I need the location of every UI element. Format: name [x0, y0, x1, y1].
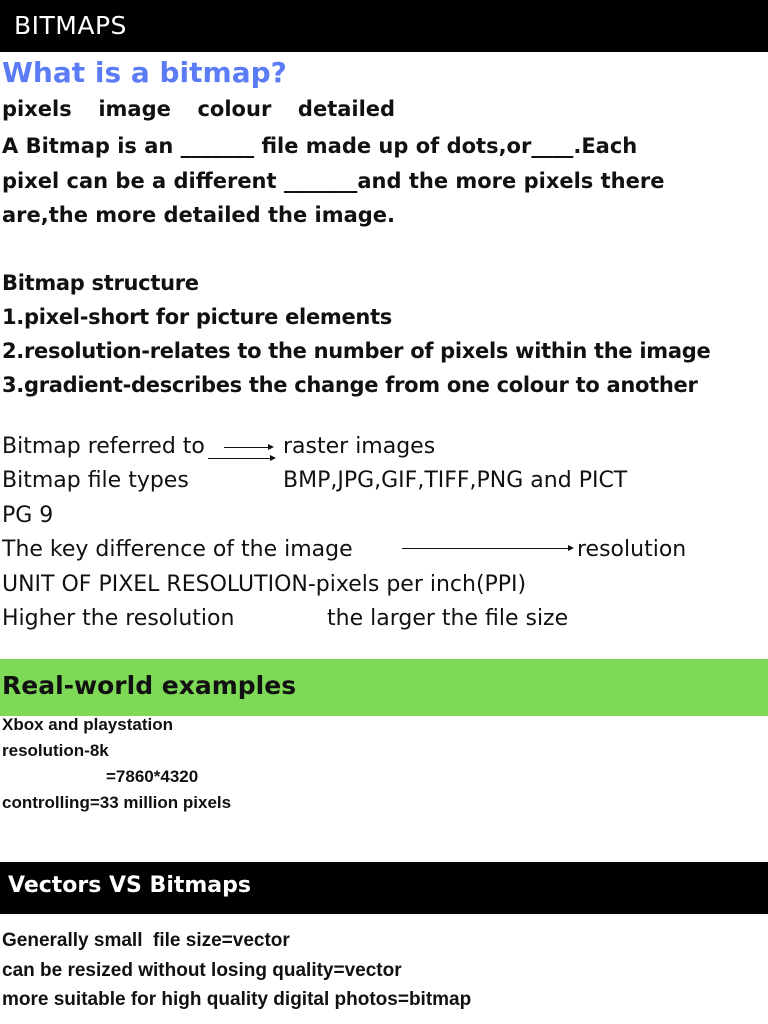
structure-item: 3.gradient-describes the change from one colour to another [2, 373, 698, 397]
example-line: =7860*4320 [106, 767, 199, 786]
page-title: BITMAPS [14, 11, 127, 40]
fact-value: resolution [577, 537, 687, 563]
arrow-icon [402, 548, 572, 549]
versus-line: can be resized without losing quality=vector [2, 959, 402, 981]
structure-item: 2.resolution-relates to the number of pixels within the image [2, 339, 711, 363]
versus-heading-bar [0, 862, 768, 914]
versus-list [2, 926, 471, 1015]
example-line: resolution-8k [2, 741, 109, 760]
examples-heading: Real-world examples [2, 671, 297, 700]
page-reference: PG 9 [2, 502, 54, 528]
paragraph-line: pixel can be a different _______and the more pixels there [2, 168, 665, 193]
fact-label: Bitmap file types [2, 468, 189, 494]
versus-heading: Vectors VS Bitmaps [8, 873, 251, 898]
arrow-icon [208, 458, 274, 459]
fact-value: BMP,JPG,GIF,TIFF,PNG and PICT [283, 468, 628, 494]
example-line: Xbox and playstation [2, 715, 173, 734]
word-bank: pixels image colour detailed [2, 97, 396, 121]
fact-label: Higher the resolution [2, 605, 235, 631]
page-header [0, 0, 768, 52]
bitmap-structure [2, 266, 768, 402]
versus-line: more suitable for high quality digital photos=bitmap [2, 989, 472, 1010]
paragraph-line: are,the more detailed the image. [2, 203, 396, 227]
fill-in-paragraph [2, 129, 742, 233]
structure-item: 1.pixel-short for picture elements [2, 305, 393, 329]
example-line: controlling=33 million pixels [2, 793, 232, 812]
arrow-icon [224, 447, 272, 448]
paragraph-line: A Bitmap is an _______ file made up of dots,or____.Each [2, 134, 638, 158]
examples-heading-bar [0, 659, 768, 716]
fact-value: raster images [283, 434, 436, 459]
fact-label: Bitmap referred to [2, 434, 205, 459]
fact-line: UNIT OF PIXEL RESOLUTION-pixels per inch(PPI) [2, 571, 527, 597]
versus-line: Generally small file size=vector [2, 930, 290, 951]
fact-value: the larger the file size [327, 605, 569, 631]
fact-label: The key difference of the image [2, 537, 353, 563]
structure-heading: Bitmap structure [2, 271, 199, 295]
examples-list [2, 712, 231, 816]
question-heading: What is a bitmap? [2, 56, 287, 89]
